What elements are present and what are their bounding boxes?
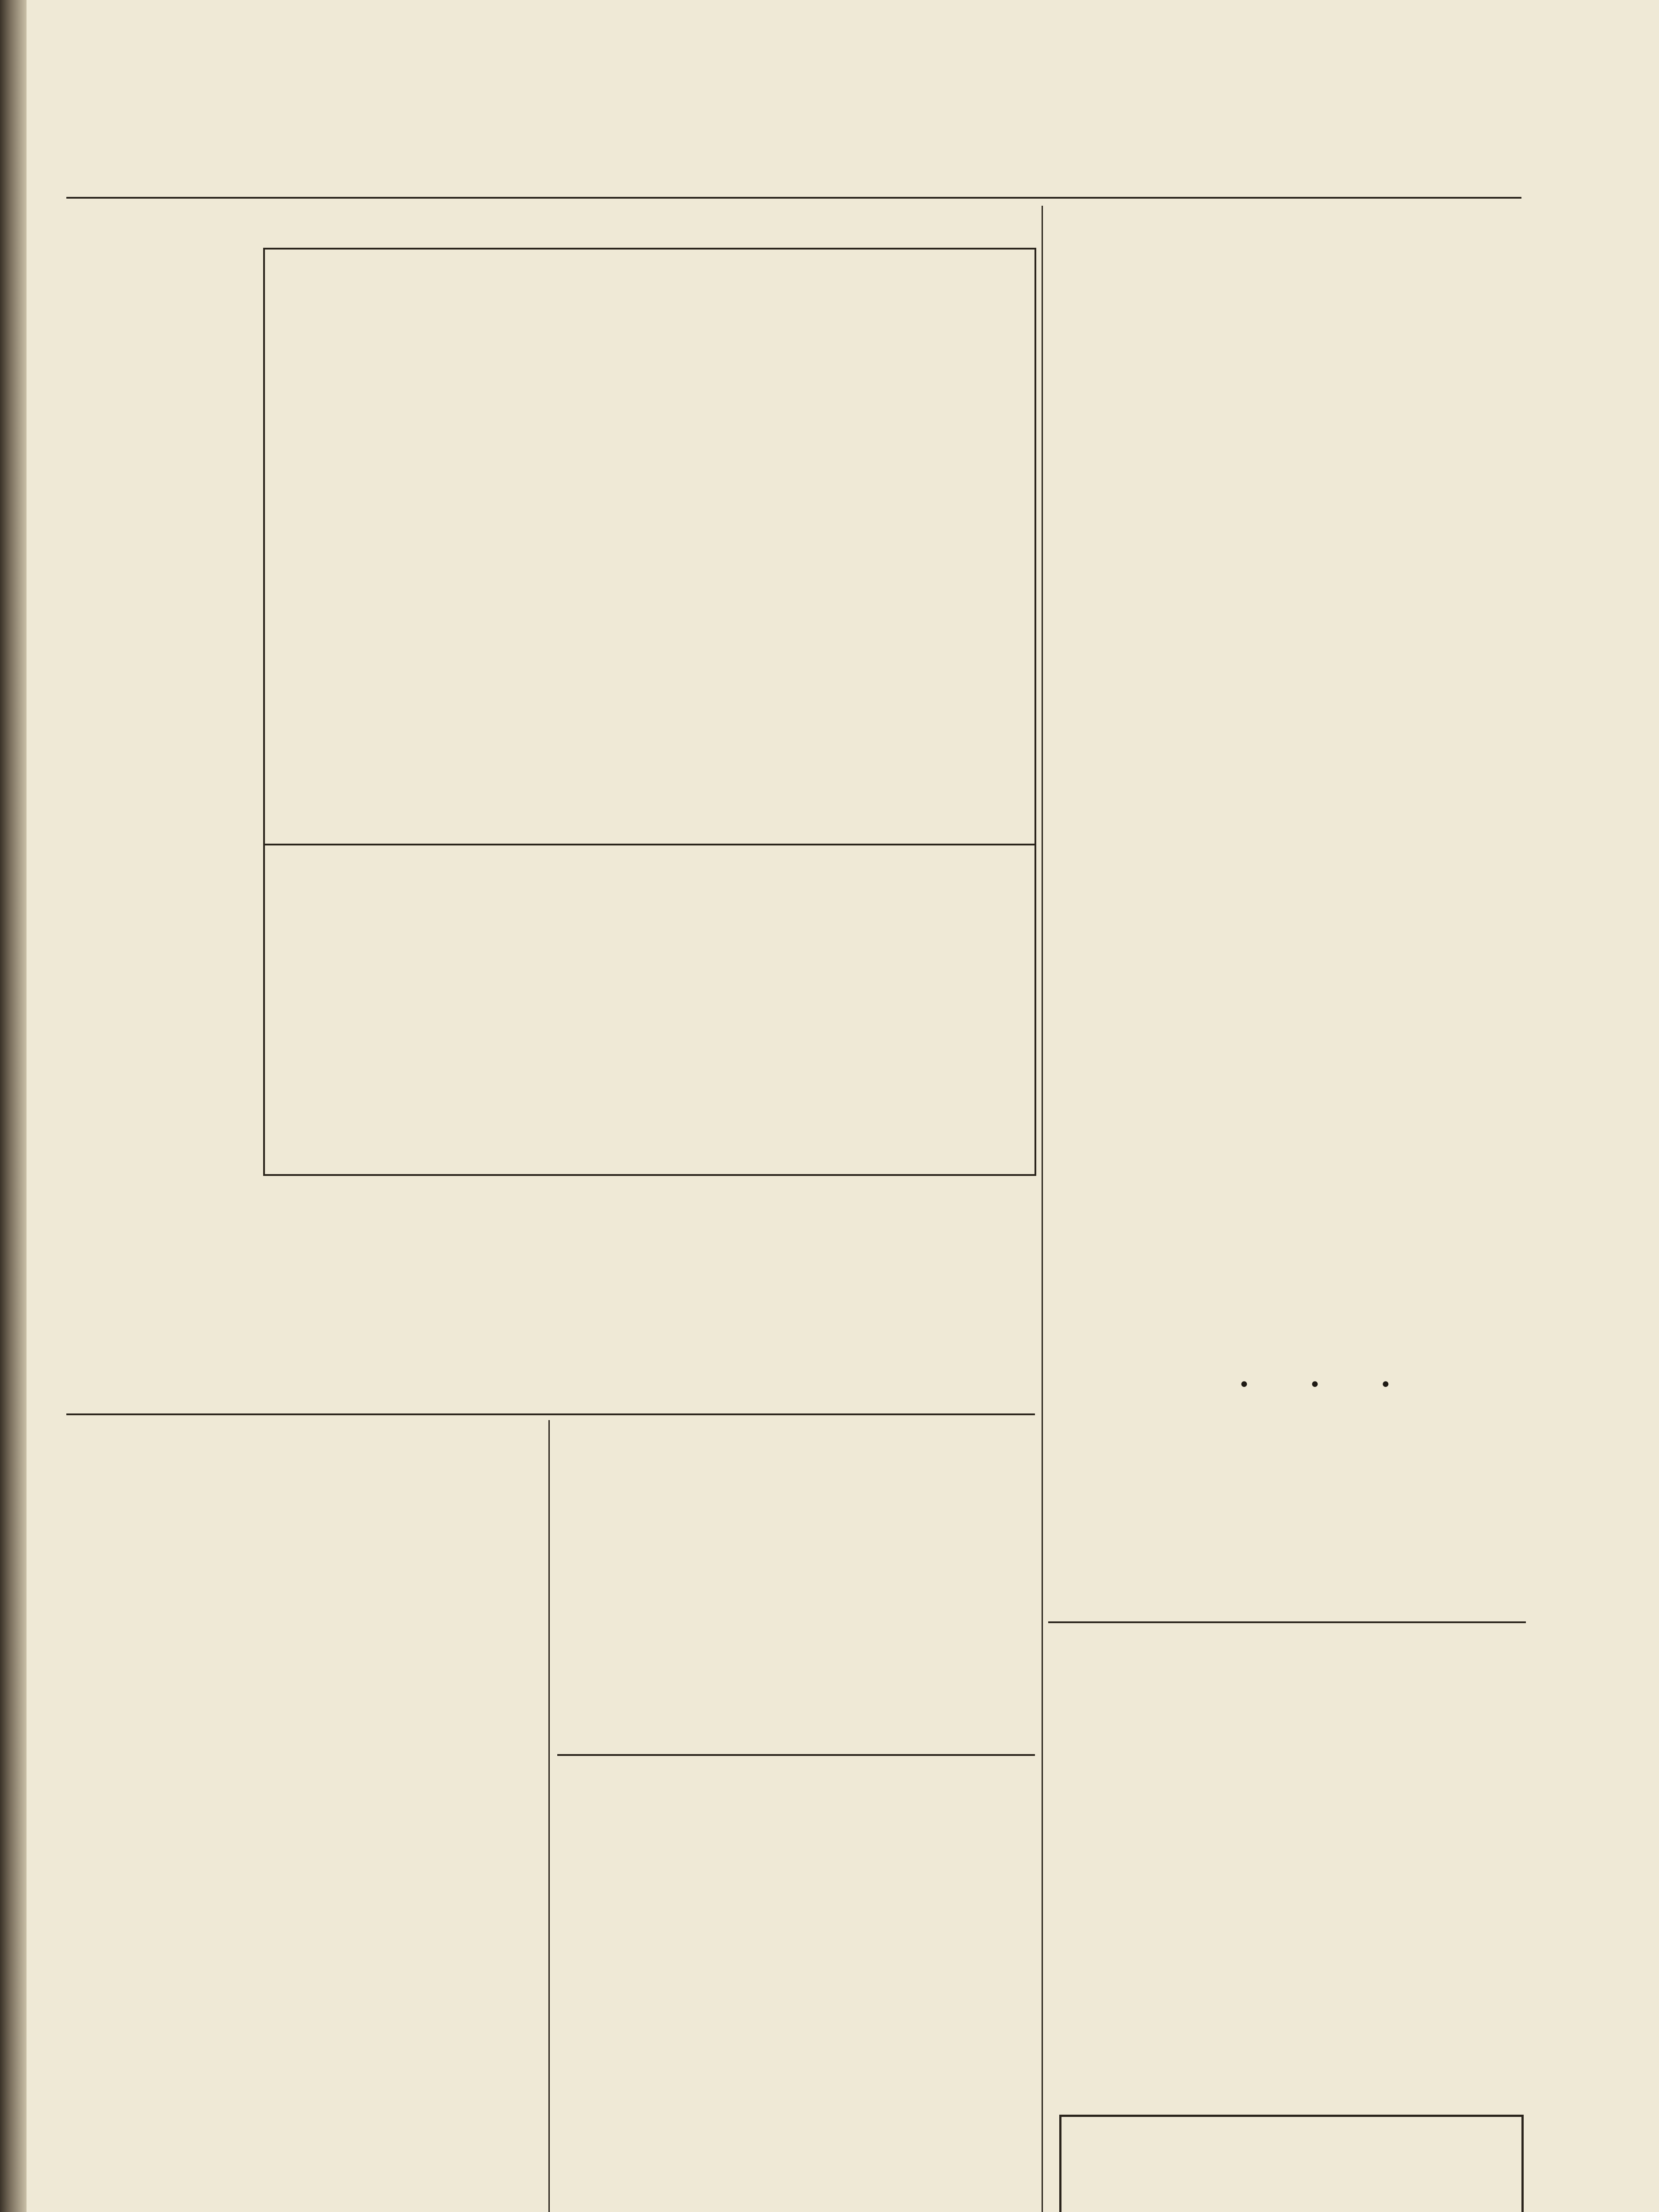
column-rule [548,1420,550,2212]
page-binding-edge [0,0,27,2212]
section-rule [557,1754,1035,1756]
advertisement-box [1059,2115,1524,2212]
section-rule [1048,1621,1526,1623]
column-rule [1042,206,1043,2212]
ornament-stars: • • • [1238,1374,1418,1396]
chart-frame [263,248,1036,1176]
section-rule [66,1413,1035,1415]
masthead-rule [66,197,1521,199]
forest-chart [265,250,1034,1174]
